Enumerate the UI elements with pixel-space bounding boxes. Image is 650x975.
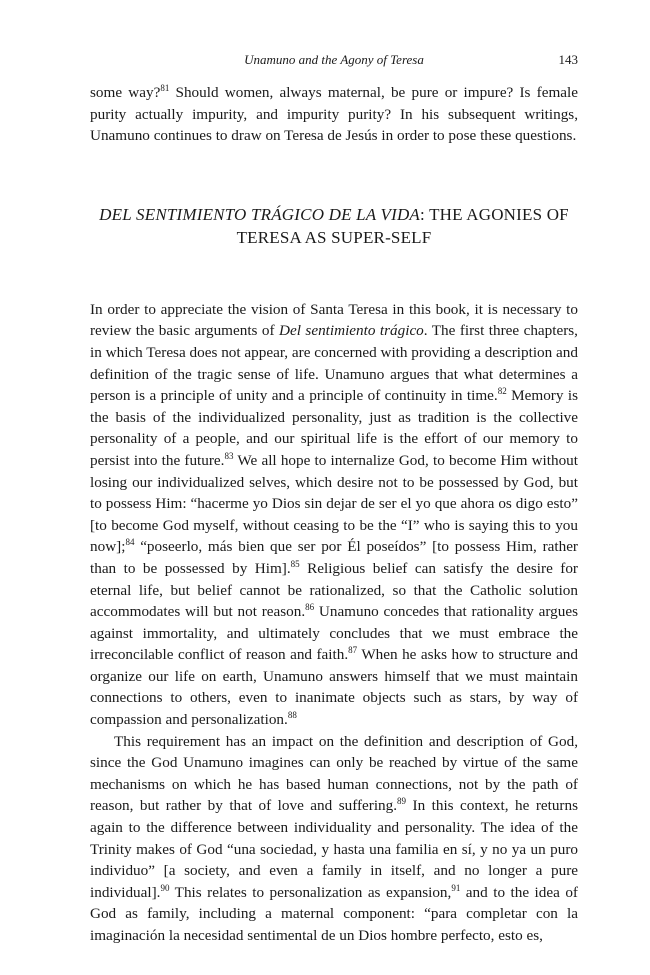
- footnote-ref-89: 89: [397, 796, 407, 807]
- heading-italic-title: DEL SENTIMIENTO TRÁGICO DE LA VIDA: [99, 204, 421, 224]
- footnote-ref-86: 86: [305, 602, 315, 613]
- text-run: some way?: [90, 84, 161, 101]
- text-run: “poseerlo, más bien que ser por Él poseídos” [to possess Him, rather than to be possessed by Him].: [90, 538, 578, 577]
- footnote-ref-90: 90: [160, 882, 170, 893]
- heading-rest: : THE AGONIES OF TERESA AS SUPER-SELF: [236, 204, 569, 247]
- footnote-ref-91: 91: [451, 882, 461, 893]
- page-number: 143: [558, 52, 578, 67]
- text-run: We all hope to internalize God, to become Him without losing our individualized selves, which desire not to be possessed by God, but to possess Him: “hacerme yo Dios sin dejar de ser el yo que ahora os digo esto” [to become God myself, without ceasing to be the “I” who is saying this to you now];: [90, 451, 578, 556]
- footnote-ref-85: 85: [290, 558, 300, 569]
- paragraph-continuation: [90, 82, 578, 147]
- footnote-ref-82: 82: [497, 386, 507, 397]
- text-run: . The first three chapters, in which Teresa does not appear, are concerned with providing a description and definition of the tragic sense of life. Unamuno argues that what determines a person is a principle of unity and a principle of continuity in time.: [90, 322, 578, 405]
- book-page: [90, 52, 578, 947]
- text-run: Memory is the basis of the individualized personality, just as tradition is the collective personality of a people, and our spiritual life is the effort of our memory to persist into the future.: [90, 387, 578, 469]
- footnote-ref-88: 88: [287, 710, 297, 720]
- text-run: In this context, he returns again to the difference between individuality and personality. The idea of the Trinity makes of God “una sociedad, y hasta una familia en sí, y no ya un puro individuo” [a society, and even a family in itself, and no longer a pure individual].: [90, 797, 578, 901]
- running-title: Unamuno and the Agony of Teresa: [244, 52, 424, 67]
- footnote-ref-83: 83: [224, 450, 234, 461]
- book-title: Del sentimiento trágico: [279, 322, 424, 340]
- text-run: Should women, always maternal, be pure or impure? Is female purity actually impurity, and impurity purity? In his subsequent writings, Unamuno continues to draw on Teresa de Jesús in order to pose these questions.: [90, 84, 578, 145]
- text-run: and to the idea of God as family, including a maternal component: “para completar con la imaginación la necesidad sentimental de un Dios hombre perfecto, esto es,: [90, 883, 578, 944]
- text-run: In order to appreciate the vision of Santa Teresa in this book, it is necessary to review the basic arguments of: [90, 300, 578, 340]
- text-run: When he asks how to structure and organize our life on earth, Unamuno answers himself that we must maintain connections to others, even to inanimate objects such as stars, by way of compassion and personalization.: [90, 646, 578, 729]
- text-run: This requirement has an impact on the definition and description of God, since the God Unamuno imagines can only be reached by virtue of the same mechanisms on which he has based human connections, not by the path of reason, but rather by that of love and suffering.: [90, 732, 578, 815]
- footnote-ref-84: 84: [125, 537, 135, 548]
- text-run: This relates to personalization as expansion,: [169, 883, 452, 901]
- footnote-ref-81: 81: [160, 82, 170, 93]
- footnote-ref-87: 87: [348, 645, 358, 656]
- running-head: [90, 52, 578, 72]
- text-run: Religious belief can satisfy the desire for eternal life, but belief cannot be rationalized, so that the Catholic solution accommodates will but not reason.: [90, 559, 578, 621]
- paragraph-body-1: [90, 299, 578, 731]
- section-heading: [90, 203, 578, 249]
- text-run: Unamuno concedes that rationality argues against immortality, and ultimately concludes that we must embrace the irreconcilable conflict of reason and faith.: [90, 603, 578, 664]
- paragraph-body-2: [90, 731, 578, 947]
